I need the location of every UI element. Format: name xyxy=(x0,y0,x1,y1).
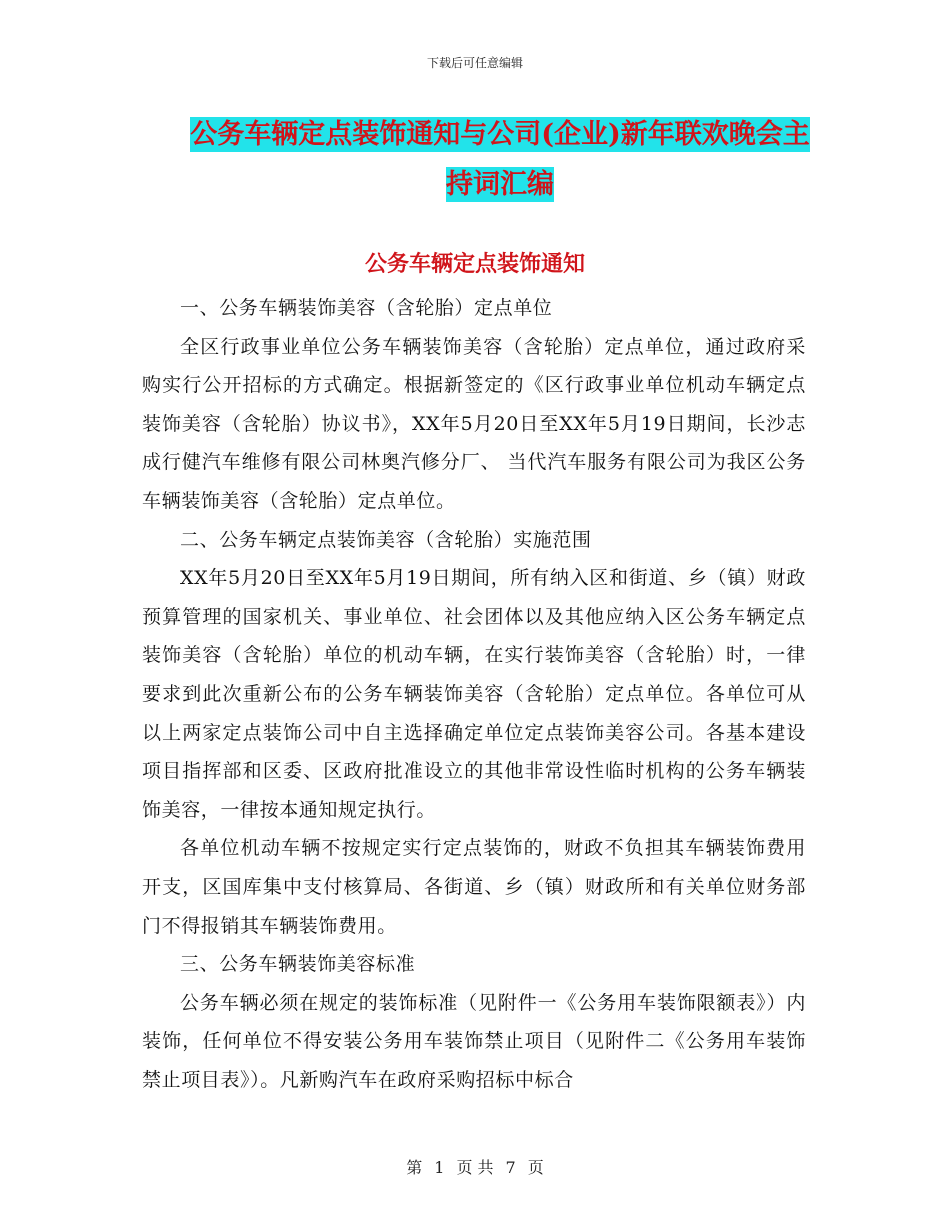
document-title xyxy=(150,110,850,210)
document-title-line-2: 持词汇编 xyxy=(446,169,554,200)
header-note: 下载后可任意编辑 xyxy=(426,56,523,70)
page-label-mid: 页 共 xyxy=(456,1158,494,1177)
paragraph-4: 公务车辆必须在规定的装饰标准（见附件一《公务用车装饰限额表》）内装饰，任何单位不得安装公务用车装饰禁止项目（见附件二《公务用车装饰禁止项目表》）。凡新购汽车在政府采购招标中标合 xyxy=(142,991,806,1091)
paragraph-1: 全区行政事业单位公务车辆装饰美容（含轮胎）定点单位，通过政府采购实行公开招标的方式确定。根据新签定的《区行政事业单位机动车辆定点装饰美容（含轮胎）协议书》，XX年5月20日至XX年5月19日期间，长沙志成行健汽车维修有限公司林奥汽修分厂、 当代汽车服务有限公司为我区公务车辆装饰美容（含轮胎）定点单位。 xyxy=(142,335,806,512)
page-footer xyxy=(0,1155,950,1178)
page-label-suffix: 页 xyxy=(527,1158,544,1177)
heading-1: 一、公务车辆装饰美容（含轮胎）定点单位 xyxy=(180,297,553,319)
page-label-prefix: 第 xyxy=(406,1158,423,1177)
heading-2: 二、公务车辆定点装饰美容（含轮胎）实施范围 xyxy=(180,528,592,551)
page-number: 1 xyxy=(434,1158,445,1177)
document-title-line-1: 公务车辆定点装饰通知与公司(企业)新年联欢晚会主 xyxy=(190,119,810,150)
heading-3: 三、公务车辆装饰美容标准 xyxy=(180,953,416,976)
paragraph-2: XX年5月20日至XX年5月19日期间，所有纳入区和街道、乡（镇）财政预算管理的国家机关、事业单位、社会团体以及其他应纳入区公务车辆定点装饰美容（含轮胎）单位的机动车辆，在实行装饰美容（含轮胎）时，一律要求到此次重新公布的公务车辆装饰美容（含轮胎）定点单位。各单位可从以上两家定点装饰公司中自主选择确定单位定点装饰美容公司。各基本建设项目指挥部和区委、区政府批准设立的其他非常设性临时机构的公务车辆装饰美容，一律按本通知规定执行。 xyxy=(142,567,806,821)
paragraph-3: 各单位机动车辆不按规定实行定点装饰的，财政不负担其车辆装饰费用开支，区国库集中支付核算局、各街道、乡（镇）财政所和有关单位财务部门不得报销其车辆装饰费用。 xyxy=(142,837,806,937)
section-title: 公务车辆定点装饰通知 xyxy=(364,251,585,277)
document-body xyxy=(142,289,806,1099)
page-total: 7 xyxy=(505,1158,516,1177)
